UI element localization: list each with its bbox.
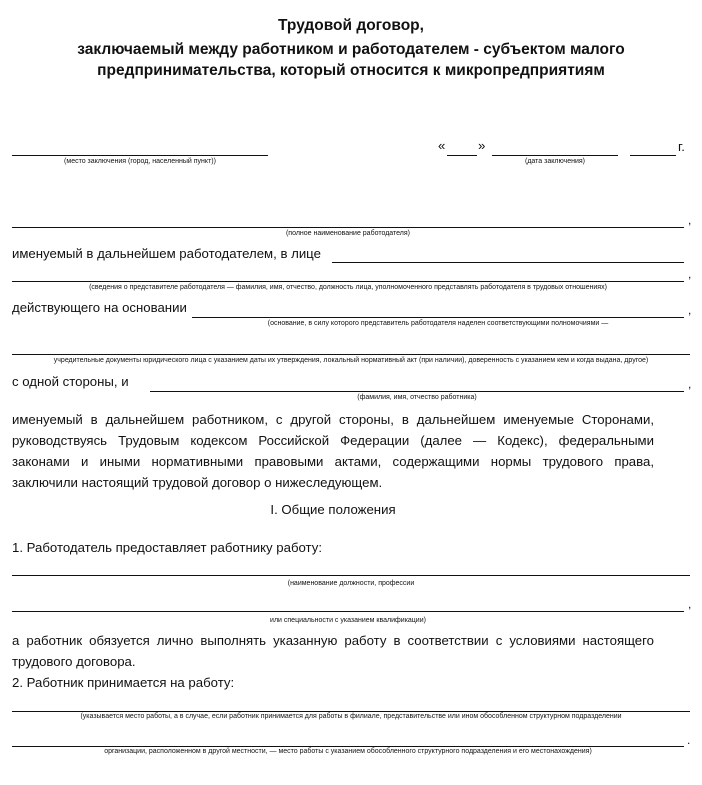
document-title-line-3: предпринимательства, который относится к микропредприятиям (97, 62, 605, 79)
date-quote-open: « (438, 138, 446, 153)
workplace-caption-part1: (указывается место работы, а в случае, если работник принимается для работы в филиале, представительстве или ином обособленном структурном подразделении (80, 713, 622, 720)
item-1-text: 1. Работодатель предоставляет работнику работу: (12, 540, 322, 555)
document-title-line-1: Трудовой договор, (278, 17, 424, 34)
document-title-line-2: заключаемый между работником и работодателем - субъектом малого (77, 41, 625, 58)
date-month-field[interactable] (492, 155, 618, 156)
workplace-caption-part2: организации, расположенном в другой местности, — место работы с указанием обособленного структурного подразделения и его местонахождения) (104, 748, 592, 755)
place-caption: (место заключения (город, населенный пункт)) (64, 158, 216, 165)
employee-name-caption: (фамилия, имя, отчество работника) (357, 394, 477, 401)
preamble-paragraph: именуемый в дальнейшем работником, с другой стороны, в дальнейшем именуемые Сторонами, руководствуясь Трудовым кодексом Российской Федерации (далее — Кодекс), федеральными законами и иными нормативными правовыми актами, содержащими нормы трудового права, заключили настоящий трудовой договор о нижеследующем. (12, 412, 654, 490)
employer-name-field[interactable] (12, 227, 684, 228)
basis-field-part1[interactable] (192, 317, 684, 318)
position-field[interactable] (12, 575, 690, 576)
workplace-field-part2[interactable] (12, 746, 684, 747)
place-field-line[interactable] (12, 155, 268, 156)
period: . (687, 733, 691, 747)
date-year-suffix: г. (678, 139, 685, 154)
representative-field-part1[interactable] (332, 262, 684, 263)
date-year-field[interactable] (630, 155, 676, 156)
section-heading: I. Общие положения (270, 502, 396, 517)
basis-text: действующего на основании (12, 300, 187, 315)
obligation-paragraph: а работник обязуется лично выполнять указанную работу в соответствии с условиями настоящего трудового договора. (12, 633, 654, 669)
date-caption: (дата заключения) (525, 158, 585, 165)
position-caption: (наименование должности, профессии (287, 580, 415, 587)
basis-caption-part1: (основание, в силу которого представитель работодателя наделен соответствующими полномочиями — (267, 320, 609, 327)
employer-named-text: именуемый в дальнейшем работодателем, в лице (12, 246, 321, 261)
comma: , (688, 377, 692, 391)
comma: , (688, 597, 692, 611)
employee-name-field[interactable] (150, 391, 684, 392)
basis-field-part2[interactable] (12, 354, 690, 355)
representative-caption: (сведения о представителе работодателя — фамилия, имя, отчество, должность лица, уполномоченного представлять работодателя в трудовых отношениях) (89, 284, 607, 291)
workplace-field-part1[interactable] (12, 711, 690, 712)
representative-field-part2[interactable] (12, 281, 684, 282)
date-quote-close: » (478, 138, 486, 153)
specialty-caption: или специальности с указанием квалификации) (270, 617, 426, 624)
specialty-field[interactable] (12, 611, 684, 612)
date-day-field[interactable] (447, 155, 477, 156)
comma: , (688, 213, 692, 227)
employee-side-text: с одной стороны, и (12, 374, 129, 389)
comma: , (688, 303, 692, 317)
employer-name-caption: (полное наименование работодателя) (285, 230, 411, 237)
comma: , (688, 267, 692, 281)
item-2-text: 2. Работник принимается на работу: (12, 675, 235, 690)
basis-caption-part2: учредительные документы юридического лица с указанием даты их утверждения, локальный нормативный акт (при наличии), доверенность с указанием кем и когда выдана, другое) (53, 357, 649, 364)
